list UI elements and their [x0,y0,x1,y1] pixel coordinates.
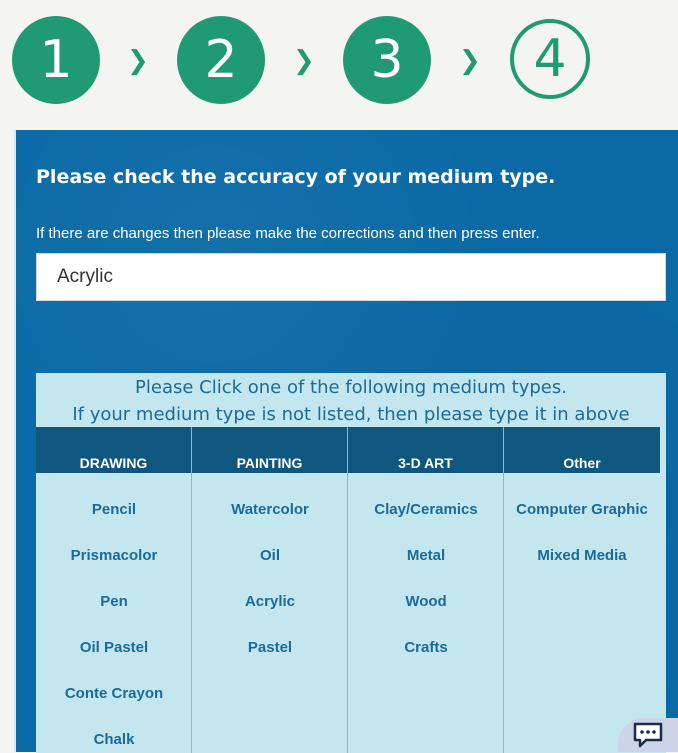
chevron-right-icon: ❯ [293,46,315,76]
chat-bubble-icon [632,721,664,749]
medium-option-watercolor[interactable]: Watercolor [231,501,309,518]
medium-option-acrylic[interactable]: Acrylic [244,593,296,610]
medium-option-pencil[interactable]: Pencil [91,501,137,518]
panel-heading: Please check the accuracy of your medium type. [36,166,556,188]
medium-option-pen[interactable]: Pen [100,593,128,610]
medium-option-clay-ceramics[interactable]: Clay/Ceramics [374,501,478,518]
medium-types-table [36,373,666,753]
column-header-other: Other [504,427,660,473]
column-divider [503,427,504,753]
medium-option-metal[interactable]: Metal [406,547,446,564]
medium-option-crafts[interactable]: Crafts [404,639,448,656]
prompt-line-2: If your medium type is not listed, then please type it in above [72,404,630,425]
chevron-right-icon: ❯ [127,46,149,76]
medium-option-prismacolor[interactable]: Prismacolor [70,547,158,564]
medium-option-wood[interactable]: Wood [405,593,447,610]
medium-type-input[interactable] [36,253,666,301]
step-1-circle [12,16,100,104]
column-header-drawing: DRAWING [36,427,191,473]
step-2-circle [177,16,265,104]
chat-button[interactable] [618,718,678,752]
step-number: 3 [370,30,404,90]
step-4-circle [510,19,590,99]
step-progress [0,0,678,128]
step-number: 1 [39,30,73,90]
medium-option-chalk[interactable]: Chalk [93,731,135,748]
medium-option-oil[interactable]: Oil [259,547,280,564]
column-divider [191,427,192,753]
medium-option-conte-crayon[interactable]: Conte Crayon [64,685,164,702]
step-number: 4 [533,29,567,89]
column-header-3d-art: 3-D ART [348,427,503,473]
step-number: 2 [204,30,238,90]
medium-panel [14,130,678,752]
panel-instructions: If there are changes then please make the corrections and then press enter. [36,225,540,242]
table-prompt [36,373,666,428]
chevron-right-icon: ❯ [459,46,481,76]
medium-option-oil-pastel[interactable]: Oil Pastel [79,639,149,656]
column-divider [347,427,348,753]
medium-option-computer-graphic[interactable]: Computer Graphic [516,501,648,518]
prompt-line-1: Please Click one of the following medium types. [135,377,567,398]
medium-option-mixed-media[interactable]: Mixed Media [537,547,627,564]
column-header-painting: PAINTING [192,427,347,473]
medium-grid [36,427,660,753]
step-3-circle [343,16,431,104]
medium-option-pastel[interactable]: Pastel [247,639,293,656]
